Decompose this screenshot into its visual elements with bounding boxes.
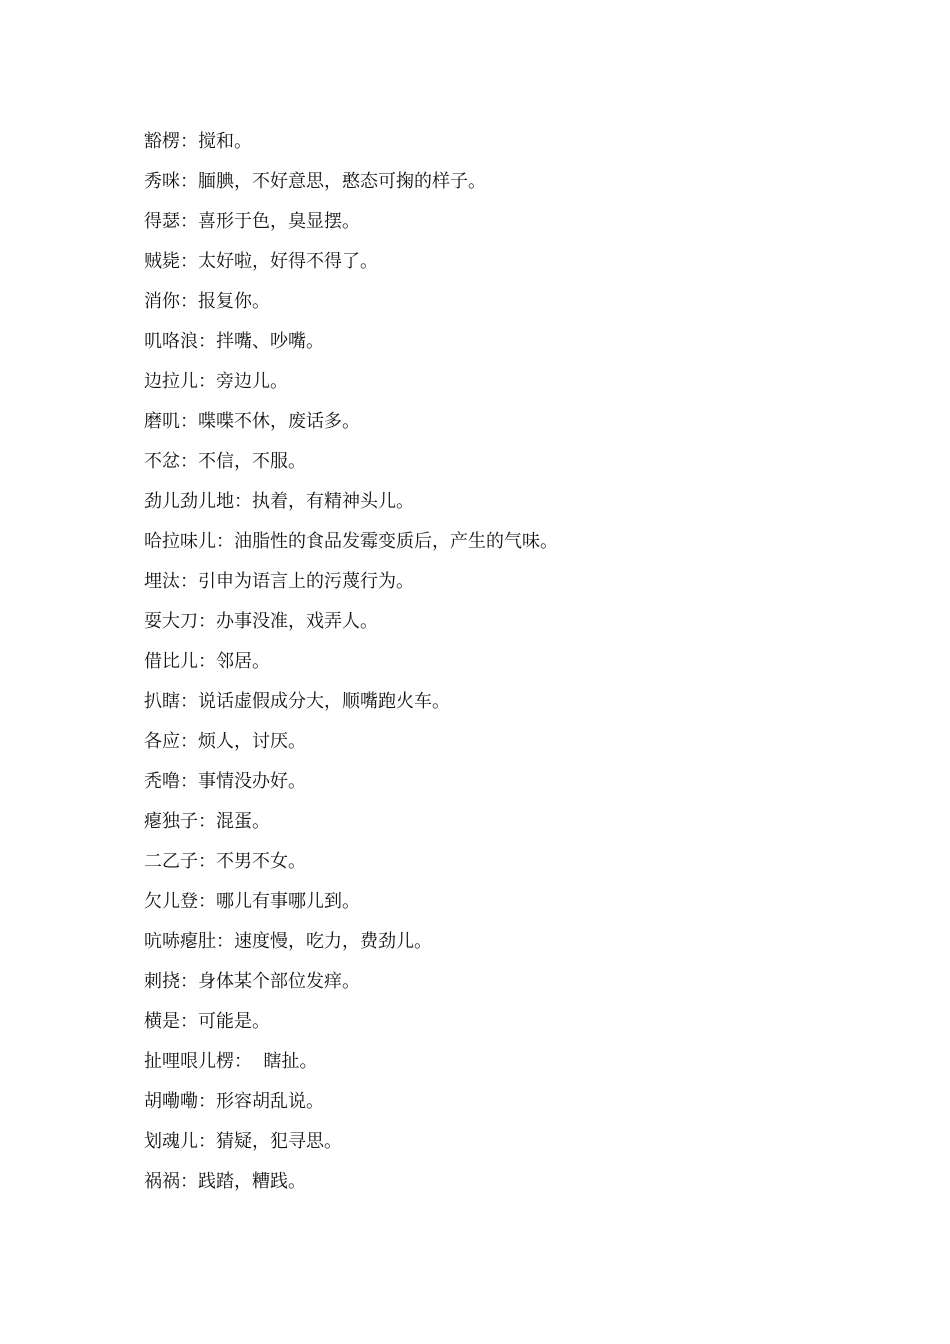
glossary-entry: 秀咪：腼腆，不好意思，憨态可掬的样子。	[144, 171, 486, 192]
glossary-entry: 消你：报复你。	[144, 291, 270, 312]
glossary-entry: 磨叽：喋喋不休，废话多。	[144, 411, 360, 432]
glossary-entry: 豁楞：搅和。	[144, 131, 252, 152]
glossary-entry: 不忿：不信，不服。	[144, 451, 306, 472]
glossary-entry: 秃噜：事情没办好。	[144, 771, 306, 792]
glossary-entry: 胡嘞嘞：形容胡乱说。	[144, 1091, 324, 1112]
glossary-list	[144, 122, 864, 1202]
glossary-entry: 吭哧瘪肚：速度慢，吃力，费劲儿。	[144, 931, 432, 952]
glossary-entry: 哈拉味儿：油脂性的食品发霉变质后，产生的气味。	[144, 531, 558, 552]
glossary-entry: 刺挠：身体某个部位发痒。	[144, 971, 360, 992]
glossary-entry: 叽咯浪：拌嘴、吵嘴。	[144, 331, 324, 352]
glossary-entry: 得瑟：喜形于色，臭显摆。	[144, 211, 360, 232]
glossary-entry: 各应：烦人，讨厌。	[144, 731, 306, 752]
glossary-entry: 横是：可能是。	[144, 1011, 270, 1032]
glossary-entry: 欠儿登：哪儿有事哪儿到。	[144, 891, 360, 912]
glossary-entry: 扯哩哏儿楞： 瞎扯。	[144, 1051, 318, 1072]
glossary-entry: 边拉儿：旁边儿。	[144, 371, 288, 392]
glossary-entry: 祸祸：践踏，糟践。	[144, 1171, 306, 1192]
glossary-entry: 耍大刀：办事没准，戏弄人。	[144, 611, 378, 632]
glossary-entry: 扒瞎：说话虚假成分大，顺嘴跑火车。	[144, 691, 450, 712]
glossary-entry: 瘪独子：混蛋。	[144, 811, 270, 832]
glossary-entry: 借比儿：邻居。	[144, 651, 270, 672]
glossary-entry: 埋汰：引申为语言上的污蔑行为。	[144, 571, 414, 592]
glossary-entry: 二乙子：不男不女。	[144, 851, 306, 872]
glossary-entry: 劲儿劲儿地：执着，有精神头儿。	[144, 491, 414, 512]
glossary-entry: 划魂儿：猜疑，犯寻思。	[144, 1131, 342, 1152]
glossary-entry: 贼毙：太好啦，好得不得了。	[144, 251, 378, 272]
